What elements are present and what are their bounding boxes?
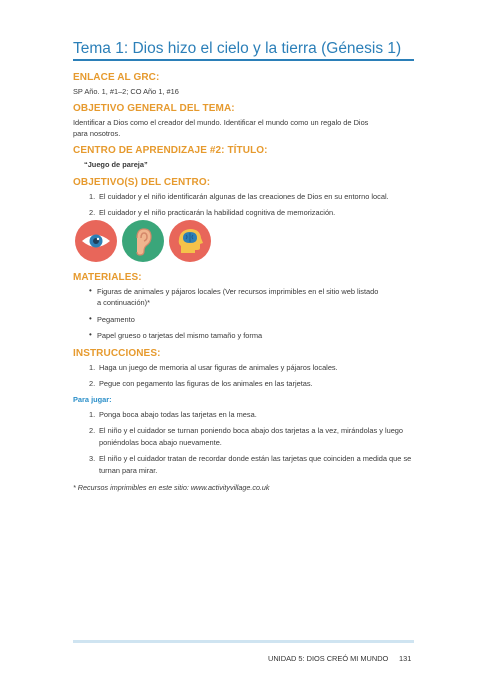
centro-heading: CENTRO DE APRENDIZAJE #2: TÍTULO: bbox=[73, 145, 268, 156]
jugar-item: Ponga boca abajo todas las tarjetas en la mesa. bbox=[99, 410, 257, 419]
eye-icon bbox=[75, 220, 117, 262]
bullet: • bbox=[89, 330, 92, 339]
list-number: 3. bbox=[89, 454, 96, 463]
page-number: 131 bbox=[399, 654, 412, 663]
grc-text: SP Año. 1, #1–2; CO Año 1, #16 bbox=[73, 87, 179, 96]
footer-rule bbox=[73, 640, 414, 643]
instrucciones-heading: INSTRUCCIONES: bbox=[73, 348, 161, 359]
brain-head-icon bbox=[169, 220, 211, 262]
material-item: Figuras de animales y pájaros locales (Ver recursos imprimibles en el sitio web listado bbox=[97, 287, 379, 296]
centro-subtitle: “Juego de pareja” bbox=[84, 160, 148, 169]
ear-icon bbox=[122, 220, 164, 262]
instruccion-item: Pegue con pegamento las figuras de los animales en las tarjetas. bbox=[99, 379, 313, 388]
grc-heading: ENLACE AL GRC: bbox=[73, 72, 160, 83]
list-number: 1. bbox=[89, 363, 96, 372]
page-title: Tema 1: Dios hizo el cielo y la tierra (Génesis 1) bbox=[73, 40, 402, 57]
jugar-item-cont: poniéndolas boca abajo nuevamente. bbox=[99, 438, 222, 447]
title-underline bbox=[73, 59, 414, 61]
list-number: 2. bbox=[89, 426, 96, 435]
list-number: 2. bbox=[89, 208, 96, 217]
material-item-cont: a continuación)* bbox=[97, 298, 151, 307]
list-number: 1. bbox=[89, 192, 96, 201]
material-item: Papel grueso o tarjetas del mismo tamaño y forma bbox=[97, 331, 263, 340]
list-number: 1. bbox=[89, 410, 96, 419]
objetivo-item: El cuidador y el niño practicarán la habilidad cognitiva de memorización. bbox=[99, 208, 336, 217]
objetivo-general-line: Identificar a Dios como el creador del mundo. Identificar el mundo como un regalo de Dios bbox=[73, 118, 369, 127]
bullet: • bbox=[89, 314, 92, 323]
jugar-item: El niño y el cuidador se turnan poniendo boca abajo dos tarjetas a la vez, mirándolas y luego bbox=[99, 426, 404, 435]
resources-note: * Recursos imprimibles en este sitio: www.activityvillage.co.uk bbox=[73, 483, 270, 492]
footer-unit: UNIDAD 5: DIOS CREÓ MI MUNDO bbox=[268, 654, 389, 663]
list-number: 2. bbox=[89, 379, 96, 388]
material-item: Pegamento bbox=[97, 315, 135, 324]
jugar-item-cont: turnan para mirar. bbox=[99, 466, 158, 475]
instruccion-item: Haga un juego de memoria al usar figuras de animales y pájaros locales. bbox=[99, 363, 338, 372]
jugar-item: El niño y el cuidador tratan de recordar donde están las tarjetas que coinciden a medida que se bbox=[99, 454, 412, 463]
materiales-heading: MATERIALES: bbox=[73, 272, 142, 283]
objetivo-general-heading: OBJETIVO GENERAL DEL TEMA: bbox=[73, 103, 235, 114]
para-jugar-heading: Para jugar: bbox=[73, 395, 112, 404]
objetivos-centro-heading: OBJETIVO(S) DEL CENTRO: bbox=[73, 177, 211, 188]
senses-icon-row bbox=[75, 220, 215, 262]
objetivo-general-line: para nosotros. bbox=[73, 129, 121, 138]
objetivo-item: El cuidador y el niño identificarán algunas de las creaciones de Dios en su entorno local. bbox=[99, 192, 389, 201]
bullet: • bbox=[89, 286, 92, 295]
